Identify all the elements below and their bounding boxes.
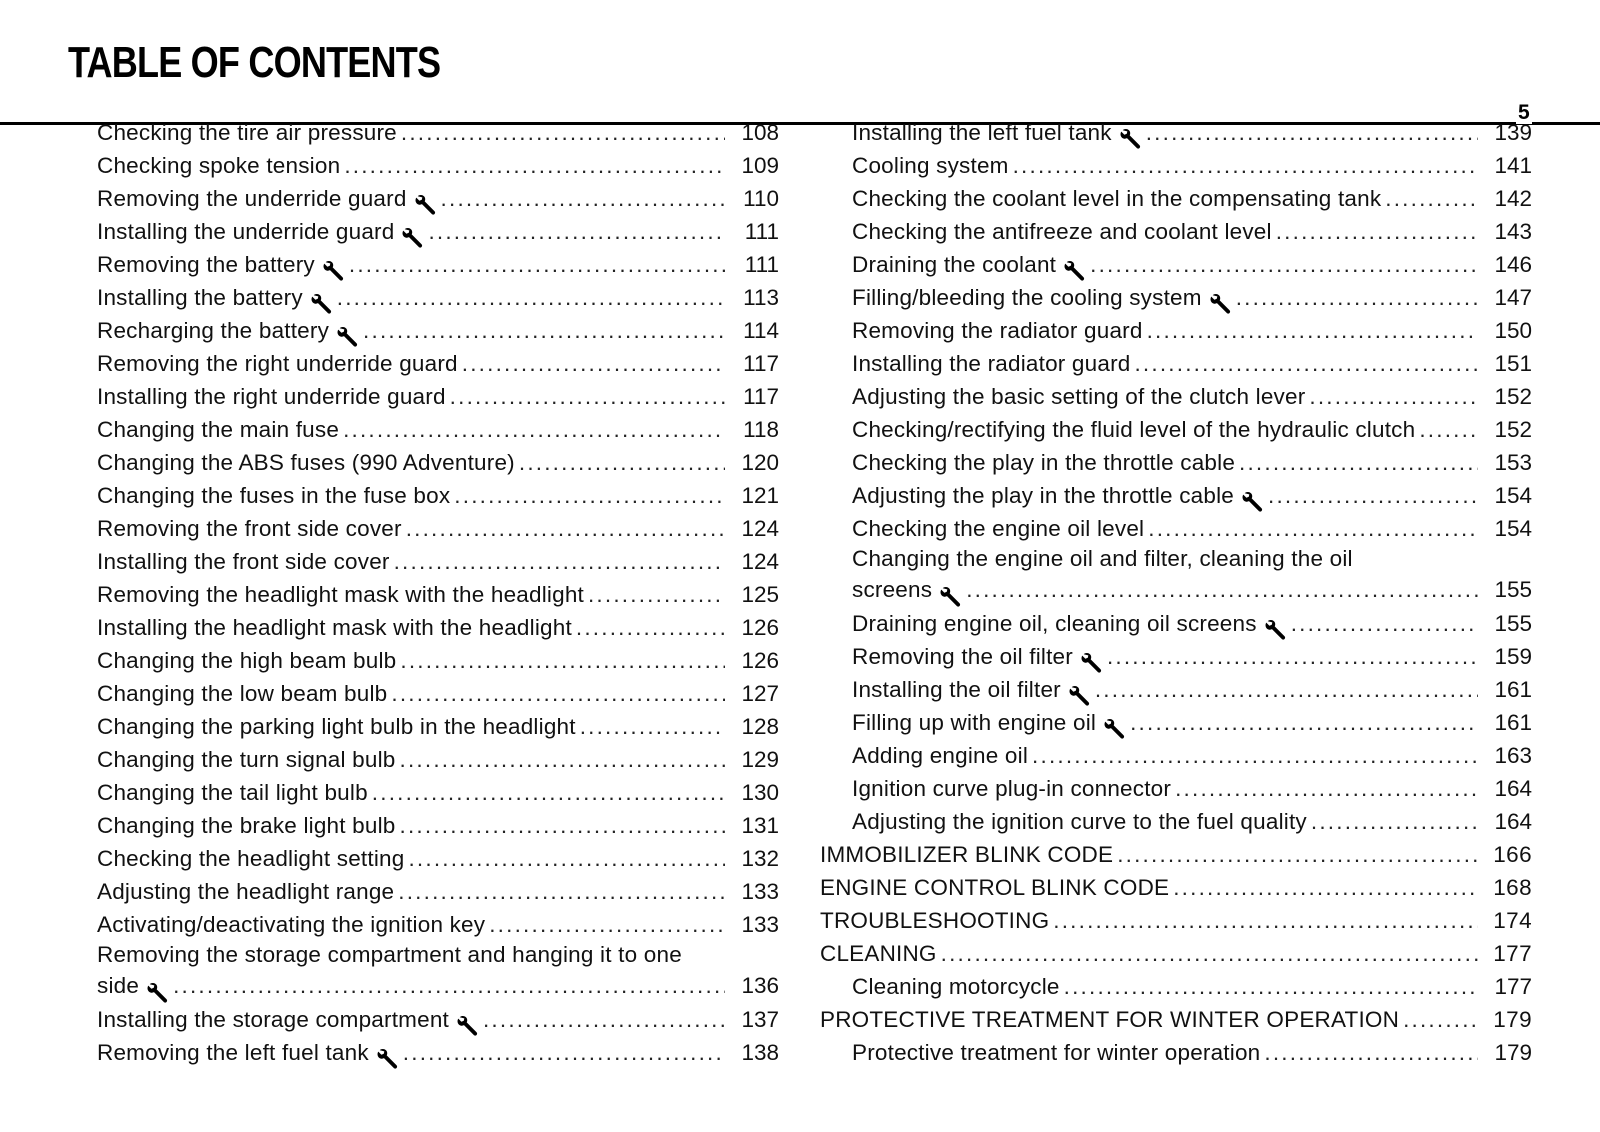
dot-leader — [1173, 871, 1478, 904]
toc-entry-label: Installing the headlight mask with the headlight — [97, 615, 572, 640]
toc-entry[interactable] — [97, 281, 779, 314]
toc-entry[interactable] — [820, 1003, 1532, 1036]
toc-left-column — [97, 116, 779, 1069]
wrench-icon — [1265, 618, 1287, 640]
toc-entry-label: CLEANING — [820, 941, 937, 966]
toc-entry-page: 143 — [1494, 219, 1532, 244]
toc-entry-page: 124 — [741, 549, 779, 574]
dot-leader — [1147, 314, 1478, 347]
dot-leader — [1311, 805, 1478, 838]
dot-leader — [1107, 640, 1478, 673]
toc-entry[interactable] — [820, 347, 1532, 380]
dot-leader — [343, 413, 725, 446]
dot-leader — [400, 644, 725, 677]
toc-entry-page: 129 — [741, 747, 779, 772]
toc-entry-page: 132 — [741, 846, 779, 871]
toc-entry[interactable] — [820, 512, 1532, 545]
toc-entry-page: 131 — [741, 813, 779, 838]
toc-entry-page: 179 — [1493, 1007, 1532, 1032]
toc-right-column — [820, 116, 1532, 1069]
toc-entry-label: Installing the left fuel tank — [852, 120, 1112, 145]
toc-entry-label: Removing the front side cover — [97, 516, 402, 541]
toc-entry-page: 141 — [1494, 153, 1532, 178]
toc-entry-label: Removing the storage compartment and hanging it to one — [97, 942, 682, 967]
toc-entry[interactable] — [820, 607, 1532, 640]
dot-leader — [1268, 479, 1478, 512]
page-header — [0, 38, 1600, 124]
toc-entry-page: 164 — [1494, 809, 1532, 834]
toc-entry[interactable] — [97, 578, 779, 611]
toc-entry-label: Changing the low beam bulb — [97, 681, 388, 706]
dot-leader — [1146, 116, 1478, 149]
dot-leader — [576, 611, 725, 644]
toc-entry-label: Installing the underride guard — [97, 219, 395, 244]
toc-entry-page: 128 — [741, 714, 779, 739]
toc-entry-page: 133 — [741, 912, 779, 937]
toc-entry-label: Adjusting the ignition curve to the fuel quality — [852, 809, 1307, 834]
toc-entry[interactable] — [820, 149, 1532, 182]
dot-leader — [489, 908, 725, 941]
toc-entry-label: Adjusting the play in the throttle cable — [852, 483, 1234, 508]
toc-entry[interactable] — [820, 937, 1532, 970]
toc-entry[interactable] — [820, 314, 1532, 347]
dot-leader — [349, 248, 725, 281]
toc-entry-page: 179 — [1494, 1040, 1532, 1065]
wrench-icon — [377, 1047, 399, 1069]
toc-entry[interactable] — [97, 116, 779, 149]
toc-entry[interactable] — [97, 743, 779, 776]
toc-entry-page: 109 — [741, 153, 779, 178]
toc-entry-label: Removing the right underride guard — [97, 351, 458, 376]
toc-entry-label: Installing the radiator guard — [852, 351, 1131, 376]
wrench-icon — [1069, 684, 1091, 706]
toc-entry-label: Removing the left fuel tank — [97, 1040, 369, 1065]
toc-entry-page: 152 — [1494, 417, 1532, 442]
dot-leader — [1236, 281, 1478, 314]
dot-leader — [580, 710, 725, 743]
toc-entry-label: Checking the tire air pressure — [97, 120, 397, 145]
toc-entry[interactable] — [820, 739, 1532, 772]
toc-entry-label: Filling up with engine oil — [852, 710, 1097, 735]
wrench-icon — [147, 981, 169, 1003]
toc-entry[interactable] — [97, 380, 779, 413]
dot-leader — [400, 743, 725, 776]
toc-entry[interactable] — [97, 710, 779, 743]
toc-entry-page: 117 — [743, 351, 779, 376]
toc-entry-page: 130 — [741, 780, 779, 805]
dot-leader — [408, 842, 725, 875]
toc-entry[interactable] — [97, 776, 779, 809]
toc-entry-label: Protective treatment for winter operation — [852, 1040, 1261, 1065]
toc-entry[interactable] — [820, 772, 1532, 805]
dot-leader — [1264, 1036, 1478, 1069]
toc-entry-page: 111 — [744, 219, 779, 244]
toc-entry[interactable] — [97, 545, 779, 578]
toc-entry-label: Adjusting the headlight range — [97, 879, 395, 904]
dot-leader — [941, 937, 1478, 970]
toc-entry-page: 151 — [1494, 351, 1532, 376]
wrench-icon — [415, 193, 437, 215]
toc-entry[interactable] — [97, 644, 779, 677]
toc-entry-label: Removing the underride guard — [97, 186, 407, 211]
toc-entry[interactable] — [820, 215, 1532, 248]
dot-leader — [588, 578, 725, 611]
dot-leader — [450, 380, 725, 413]
toc-entry-page: 155 — [1494, 577, 1532, 602]
wrench-icon — [337, 325, 359, 347]
dot-leader — [454, 479, 725, 512]
dot-leader — [441, 182, 725, 215]
toc-entry-label: Changing the turn signal bulb — [97, 747, 396, 772]
toc-entry[interactable] — [97, 215, 779, 248]
toc-entry-label: Activating/deactivating the ignition key — [97, 912, 486, 937]
dot-leader — [372, 776, 725, 809]
dot-leader — [394, 545, 725, 578]
dot-leader — [398, 875, 725, 908]
toc-entry-label: Changing the high beam bulb — [97, 648, 397, 673]
toc-entry-label: Adding engine oil — [852, 743, 1029, 768]
toc-entry-label: Installing the battery — [97, 285, 303, 310]
toc-entry-label: Checking the headlight setting — [97, 846, 405, 871]
dot-leader — [363, 314, 725, 347]
toc-entry-label: Checking the antifreeze and coolant level — [852, 219, 1272, 244]
dot-leader — [1090, 248, 1478, 281]
toc-entry-page: 111 — [744, 252, 779, 277]
toc-entry-label: Ignition curve plug-in connector — [852, 776, 1172, 801]
toc-entry[interactable] — [820, 116, 1532, 149]
toc-entry[interactable] — [820, 871, 1532, 904]
toc-entry-page: 136 — [741, 973, 779, 998]
dot-leader — [406, 512, 725, 545]
toc-entry-label: Checking the engine oil level — [852, 516, 1145, 541]
toc-entry-page: 108 — [741, 120, 779, 145]
toc-entry-page: 113 — [743, 285, 779, 310]
toc-entry-label: side — [97, 973, 140, 998]
dot-leader — [391, 677, 725, 710]
toc-entry[interactable] — [820, 904, 1532, 937]
toc-entry[interactable] — [820, 1036, 1532, 1069]
toc-entry[interactable] — [97, 875, 779, 908]
toc-entry[interactable] — [820, 545, 1532, 607]
wrench-icon — [1064, 259, 1086, 281]
toc-entry-page: 142 — [1494, 186, 1532, 211]
toc-entry-label: Checking the play in the throttle cable — [852, 450, 1236, 475]
toc-entry-page: 177 — [1493, 941, 1532, 966]
toc-entry-page: 166 — [1493, 842, 1532, 867]
toc-entry-label: IMMOBILIZER BLINK CODE — [820, 842, 1114, 867]
dot-leader — [1013, 149, 1478, 182]
toc-entry-label: Changing the parking light bulb in the headlight — [97, 714, 576, 739]
toc-entry-label: Removing the oil filter — [852, 644, 1073, 669]
toc-entry-label: Checking spoke tension — [97, 153, 341, 178]
toc-entry[interactable] — [820, 838, 1532, 871]
dot-leader — [400, 809, 725, 842]
dot-leader — [401, 116, 725, 149]
toc-entry-label: screens — [852, 577, 933, 602]
toc-entry[interactable] — [820, 248, 1532, 281]
toc-entry[interactable] — [97, 512, 779, 545]
toc-entry-page: 146 — [1494, 252, 1532, 277]
dot-leader — [462, 347, 725, 380]
toc-entry[interactable] — [97, 413, 779, 446]
toc-entry-page: 114 — [743, 318, 779, 343]
toc-entry[interactable] — [820, 479, 1532, 512]
toc-entry[interactable] — [97, 677, 779, 710]
toc-entry-page: 126 — [741, 615, 779, 640]
toc-entry[interactable] — [97, 941, 779, 1003]
dot-leader — [173, 969, 725, 1003]
dot-leader — [1419, 413, 1478, 446]
toc-entry[interactable] — [820, 380, 1532, 413]
toc-entry-page: 138 — [741, 1040, 779, 1065]
toc-entry-label: Installing the front side cover — [97, 549, 390, 574]
toc-entry[interactable] — [820, 673, 1532, 706]
toc-entry-page: 161 — [1494, 710, 1532, 735]
toc-entry-page: 152 — [1494, 384, 1532, 409]
dot-leader — [483, 1003, 725, 1036]
toc-entry[interactable] — [97, 149, 779, 182]
toc-entry-label: Draining the coolant — [852, 252, 1057, 277]
toc-entry-label: Installing the right underride guard — [97, 384, 446, 409]
dot-leader — [1385, 182, 1478, 215]
dot-leader — [403, 1036, 725, 1069]
toc-entry-page: 155 — [1494, 611, 1532, 636]
toc-entry-label: Draining engine oil, cleaning oil screens — [852, 611, 1257, 636]
toc-entry[interactable] — [97, 809, 779, 842]
dot-leader — [1117, 838, 1478, 871]
toc-entry[interactable] — [820, 640, 1532, 673]
toc-entry-label: ENGINE CONTROL BLINK CODE — [820, 875, 1170, 900]
toc-entry-page: 154 — [1494, 483, 1532, 508]
toc-entry-label: Installing the oil filter — [852, 677, 1061, 702]
toc-entry-page: 177 — [1494, 974, 1532, 999]
toc-entry-label: Changing the ABS fuses (990 Adventure) — [97, 450, 515, 475]
wrench-icon — [1104, 717, 1126, 739]
toc-entry-label: Removing the headlight mask with the headlight — [97, 582, 584, 607]
toc-entry-page: 164 — [1494, 776, 1532, 801]
toc-entry-page: 147 — [1494, 285, 1532, 310]
toc-entry-label: Removing the radiator guard — [852, 318, 1143, 343]
toc-entry-label: Changing the brake light bulb — [97, 813, 396, 838]
dot-leader — [428, 215, 725, 248]
toc-entry[interactable] — [97, 446, 779, 479]
dot-leader — [1064, 970, 1478, 1003]
page-number: 5 — [1518, 101, 1530, 124]
toc-entry-label: Cooling system — [852, 153, 1009, 178]
dot-leader — [519, 446, 725, 479]
toc-entry-page: 133 — [741, 879, 779, 904]
toc-entry-page: 174 — [1493, 908, 1532, 933]
wrench-icon — [457, 1014, 479, 1036]
toc-entry-page: 153 — [1494, 450, 1532, 475]
toc-entry-label: TROUBLESHOOTING — [820, 908, 1050, 933]
toc-entry[interactable] — [97, 611, 779, 644]
toc-entry[interactable] — [820, 706, 1532, 739]
toc-entry-label: Checking the coolant level in the compensating tank — [852, 186, 1382, 211]
toc-entry-page: 125 — [741, 582, 779, 607]
wrench-icon — [1081, 651, 1103, 673]
dot-leader — [1403, 1003, 1478, 1036]
dot-leader — [1276, 215, 1478, 248]
toc-entry-page: 118 — [743, 417, 779, 442]
toc-entry[interactable] — [820, 281, 1532, 314]
toc-entry[interactable] — [97, 1036, 779, 1069]
toc-entry-page: 117 — [743, 384, 779, 409]
wrench-icon — [1120, 127, 1142, 149]
wrench-icon — [940, 585, 962, 607]
toc-entry-page: 150 — [1494, 318, 1532, 343]
toc-entry-label: Recharging the battery — [97, 318, 330, 343]
toc-entry-label: PROTECTIVE TREATMENT FOR WINTER OPERATION — [820, 1007, 1400, 1032]
toc-entry[interactable] — [97, 479, 779, 512]
dot-leader — [1053, 904, 1478, 937]
dot-leader — [1095, 673, 1478, 706]
dot-leader — [344, 149, 725, 182]
toc-entry-page: 127 — [741, 681, 779, 706]
toc-entry[interactable] — [97, 248, 779, 281]
toc-entry-page: 120 — [741, 450, 779, 475]
dot-leader — [1175, 772, 1478, 805]
page-title: TABLE OF CONTENTS — [68, 38, 441, 87]
toc-entry-label: Changing the fuses in the fuse box — [97, 483, 451, 508]
wrench-icon — [1242, 490, 1264, 512]
toc-entry-page: 154 — [1494, 516, 1532, 541]
toc-entry[interactable] — [820, 805, 1532, 838]
toc-entry-page: 137 — [741, 1007, 779, 1032]
toc-entry-page: 121 — [741, 483, 779, 508]
toc-entry[interactable] — [97, 347, 779, 380]
dot-leader — [1309, 380, 1478, 413]
dot-leader — [1291, 607, 1478, 640]
wrench-icon — [323, 259, 345, 281]
wrench-icon — [1210, 292, 1232, 314]
toc-entry-label: Filling/bleeding the cooling system — [852, 285, 1202, 310]
toc-entry-label: Changing the main fuse — [97, 417, 340, 442]
toc-entry-page: 168 — [1493, 875, 1532, 900]
toc-entry-page: 126 — [741, 648, 779, 673]
dot-leader — [1239, 446, 1478, 479]
toc-entry-page: 159 — [1494, 644, 1532, 669]
toc-entry-label: Installing the storage compartment — [97, 1007, 449, 1032]
toc-entry-page: 110 — [743, 186, 779, 211]
toc-entry[interactable] — [97, 1003, 779, 1036]
toc-entry-page: 161 — [1494, 677, 1532, 702]
wrench-icon — [402, 226, 424, 248]
toc-entry-label: Removing the battery — [97, 252, 315, 277]
dot-leader — [337, 281, 725, 314]
dot-leader — [1134, 347, 1478, 380]
toc-entry-page: 139 — [1494, 120, 1532, 145]
dot-leader — [1130, 706, 1478, 739]
dot-leader — [966, 573, 1478, 607]
toc-entry-label: Adjusting the basic setting of the clutch lever — [852, 384, 1306, 409]
toc-entry[interactable] — [820, 970, 1532, 1003]
toc-entry[interactable] — [97, 314, 779, 347]
toc-entry[interactable] — [820, 182, 1532, 215]
dot-leader — [1032, 739, 1478, 772]
dot-leader — [1148, 512, 1478, 545]
toc-entry-page: 163 — [1494, 743, 1532, 768]
toc-entry-label: Checking/rectifying the fluid level of the hydraulic clutch — [852, 417, 1416, 442]
toc-entry-page: 124 — [741, 516, 779, 541]
toc-entry-label: Changing the engine oil and filter, cleaning the oil — [852, 546, 1353, 571]
toc-entry[interactable] — [97, 182, 779, 215]
toc-entry[interactable] — [97, 842, 779, 875]
toc-entry[interactable] — [97, 908, 779, 941]
wrench-icon — [311, 292, 333, 314]
toc-entry[interactable] — [820, 413, 1532, 446]
toc-entry-label: Changing the tail light bulb — [97, 780, 368, 805]
toc-entry-label: Cleaning motorcycle — [852, 974, 1060, 999]
toc-entry[interactable] — [820, 446, 1532, 479]
